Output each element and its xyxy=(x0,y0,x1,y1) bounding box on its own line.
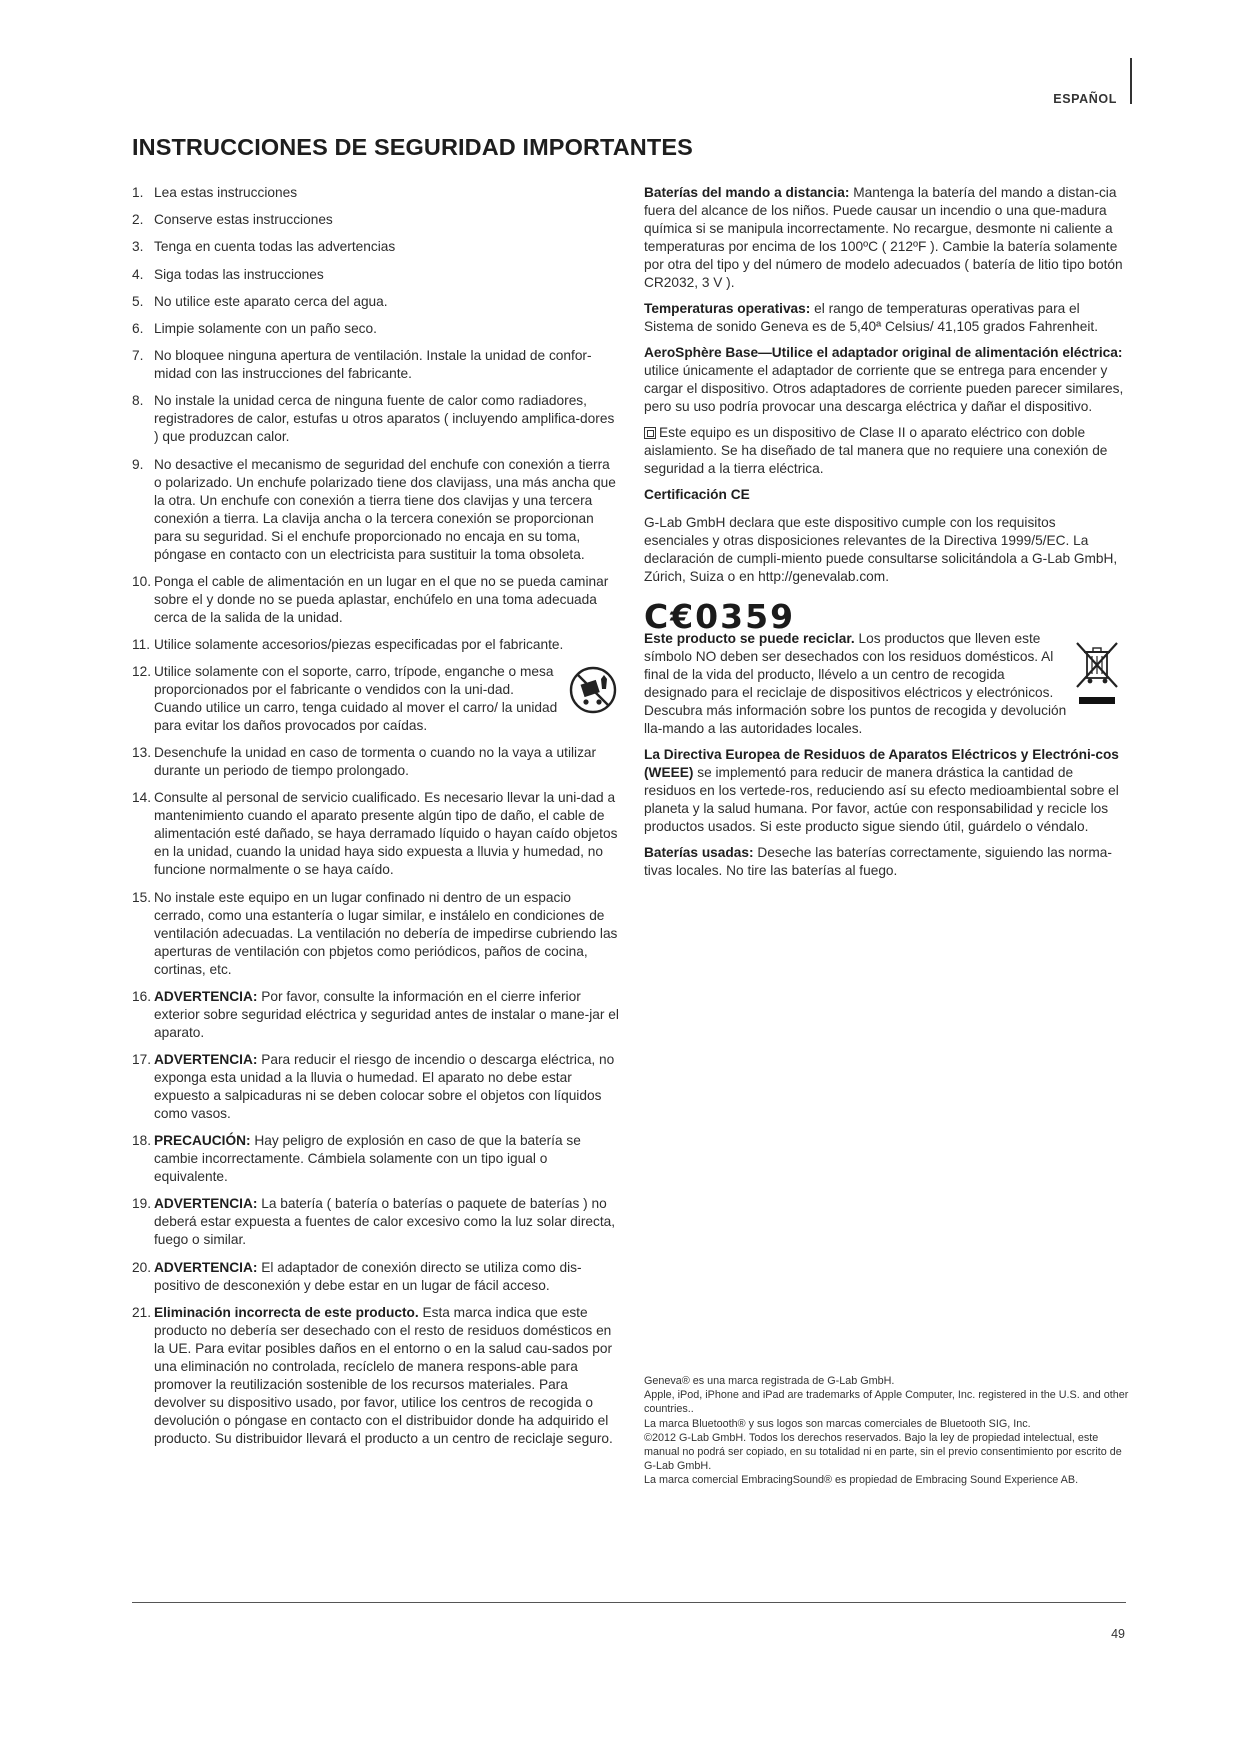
page-title: INSTRUCCIONES DE SEGURIDAD IMPORTANTES xyxy=(132,134,693,160)
used-batteries-paragraph: Baterías usadas: Deseche las baterías correctamente, siguiendo las norma-tivas locales. No tire las baterías al fuego. xyxy=(644,845,1112,878)
safety-instructions-list xyxy=(132,184,620,1448)
legal-line: La marca comercial EmbracingSound® es propiedad de Embracing Sound Experience AB. xyxy=(644,1474,1079,1487)
operating-temperatures-paragraph: Temperaturas operativas: el rango de temperaturas operativas para el Sistema de sonido Geneva es de 5,40ª Celsius/ 41,105 grados Fahrenheit. xyxy=(644,301,1098,334)
legal-notices xyxy=(644,1374,1134,1488)
list-item: 12. Utilice solamente con el soporte, carro, trípode, enganche o mesa proporcionados por el fabricante o vendidos con la uni-dad. Cuando utilice un carro, tenga cuidado al mover el carro/ la unidad para evitar los daños provocados por caídas. xyxy=(132,663,620,735)
legal-line: Geneva® es una marca registrada de G-Lab GmbH. xyxy=(644,1375,895,1387)
language-label: ESPAÑOL xyxy=(1053,92,1117,106)
legal-line: La marca Bluetooth® y sus logos son marcas comerciales de Bluetooth SIG, Inc. xyxy=(644,1417,1031,1430)
ce-mark-logo: C€0359 xyxy=(644,597,796,636)
list-item: 10. Ponga el cable de alimentación en un lugar en el que no se pueda caminar sobre el y donde no se pueda aplastar, enchúfelo en una toma adecuada cerca de la salida de la unidad. xyxy=(132,573,609,625)
list-item: 14. Consulte al personal de servicio cualificado. Es necesario llevar la uni-dad a mantenimiento cuando el aparato presente algún tipo de daño, el cable de alimentación esté dañado, se haya derramado líquido o hayan caído objetos en la unidad, cuando la unidad haya sido expuesta a lluvia y humedad, no funcione normalmente o se haya caído. xyxy=(132,790,618,878)
recycle-section xyxy=(644,630,1124,738)
ce-declaration-paragraph: G-Lab GmbH declara que este dispositivo cumple con los requisitos esenciales y otras disposiciones relevantes de la Directiva 1999/5/EC. La declaración de cumpli-miento puede consultarse solicitándola a G-Lab GmbH, Zúrich, Suiza o en http://genevalab.com. xyxy=(644,515,1118,584)
list-item: 2. Conserve estas instrucciones xyxy=(132,212,333,228)
list-item: 13. Desenchufe la unidad en caso de tormenta o cuando no la vaya a utilizar durante un periodo de tiempo prolongado. xyxy=(132,745,597,779)
crossed-out-bin-icon xyxy=(1074,640,1120,706)
list-item: 4. Siga todas las instrucciones xyxy=(132,266,324,282)
language-divider xyxy=(1130,58,1132,104)
list-item: 5. No utilice este aparato cerca del agua. xyxy=(132,293,388,309)
legal-line: ©2012 G-Lab GmbH. Todos los derechos reservados. Bajo la ley de propiedad intelectual, este manual no podrá ser copiado, en su totalidad ni en parte, sin el previo consentimiento por escrito de G-Lab GmbH. xyxy=(644,1431,1122,1473)
ce-heading: Certificación CE xyxy=(644,487,750,502)
list-item: 8. No instale la unidad cerca de ninguna fuente de calor como radiadores, registradores de calor, estufas u otros aparatos ( incluyendo amplifica-dores ) que produzcan calor. xyxy=(132,393,615,445)
list-item: 18. PRECAUCIÓN: Hay peligro de explosión en caso de que la batería se cambie incorrectamente. Cámbiela solamente con un tipo igual o equivalente. xyxy=(132,1133,581,1185)
list-item: 21. Eliminación incorrecta de este producto. Esta marca indica que este producto no debería ser desechado con el resto de residuos domésticos en la UE. Para evitar posibles daños en el entorno o en la salud cau-sados por una eliminación no controlada, recíclelo de manera respons-able para promover la reutilización sostenible de los recursos materiales. Para devolver su dispositivo usado, por favor, utilice los centros de recogida o devolución o póngase en contacto con el distribuidor donde ha adquirido el producto. Su distribuidor llevará el producto a un centro de reciclaje seguro. xyxy=(132,1304,613,1446)
list-item: 15. No instale este equipo en un lugar confinado ni dentro de un espacio cerrado, como una estantería o lugar similar, e instálelo en condiciones de ventilación adecuadas. La ventilación no debería de impedirse cubriendo las aperturas de ventilación con pbjetos como periódicos, paños de cocina, cortinas, etc. xyxy=(132,889,618,977)
legal-line: Apple, iPod, iPhone and iPad are trademarks of Apple Computer, Inc. registered in the U.S. and other countries.. xyxy=(644,1389,1129,1416)
page-number: 49 xyxy=(1111,1627,1125,1641)
power-adapter-paragraph: AeroSphère Base—Utilice el adaptador original de alimentación eléctrica: utilice únicamente el adaptador de corriente que se entrega para encender y cargar el dispositivo. Otros adaptadores de corriente pueden parecer similares, pero su uso podría provocar una descarga eléctrica y dañar el dispositivo. xyxy=(644,345,1124,414)
list-item: 20. ADVERTENCIA: El adaptador de conexión directo se utiliza como dis-positivo de desconexión y debe estar en un lugar de fácil acceso. xyxy=(132,1259,582,1293)
list-item: 19. ADVERTENCIA: La batería ( batería o baterías o paquete de baterías ) no deberá estar expuesta a fuentes de calor excesivo como la luz solar directa, fuego o similar. xyxy=(132,1196,616,1248)
list-item: 1. Lea estas instrucciones xyxy=(132,185,298,200)
list-item: 16. ADVERTENCIA: Por favor, consulte la información en el cierre inferior exterior sobre seguridad eléctrica y seguridad antes de instalar o mane-jar el aparato. xyxy=(132,988,619,1040)
list-item: 3. Tenga en cuenta todas las advertencias xyxy=(132,239,396,255)
class-ii-paragraph: Este equipo es un dispositivo de Clase II o aparato eléctrico con doble aislamiento. Se ha diseñado de tal manera que no requiere una conexión de seguridad a la tierra eléctrica. xyxy=(644,425,1108,476)
right-column xyxy=(644,184,1124,888)
class-ii-double-insulation-icon xyxy=(644,427,656,439)
list-item: 11. Utilice solamente accesorios/piezas especificadas por el fabricante. xyxy=(132,636,564,652)
remote-batteries-paragraph: Baterías del mando a distancia: Mantenga la batería del mando a distan-cia fuera del alcance de los niños. Puede causar un incendio o una que-madura química si se manipula incorrectamente. No recargue, desmonte ni caliente a temperaturas por encima de los 100ºC ( 212ºF ). Cambie la batería solamente por otra del tipo y del número de modelo adecuados ( batería de litio tipo botón CR2032, 3 V ). xyxy=(644,185,1123,290)
list-item: 17. ADVERTENCIA: Para reducir el riesgo de incendio o descarga eléctrica, no exponga esta unidad a la lluvia o humedad. El aparato no debe estar expuesto a salpicaduras ni se deben colocar sobre el objetos con líquidos como vasos. xyxy=(132,1052,615,1121)
left-column xyxy=(132,184,620,1457)
weee-directive-paragraph: La Directiva Europea de Residuos de Aparatos Eléctricos y Electróni-cos (WEEE) se implementó para reducir de manera drástica la cantidad de residuos en los vertede-ros, reduciendo así su efecto medioambiental sobre el planeta y la salud humana. Por favor, actúe con responsabilidad y recicle los productos usados. Si este producto sigue siendo útil, guárdelo o véndalo. xyxy=(644,747,1119,834)
list-item: 6. Limpie solamente con un paño seco. xyxy=(132,320,377,336)
list-item: 7. No bloquee ninguna apertura de ventilación. Instale la unidad de confor-midad con las instrucciones del fabricante. xyxy=(132,348,592,382)
recycle-paragraph: Este producto se puede reciclar. Los productos que lleven este símbolo NO deben ser desechados con los residuos domésticos. Al final de la vida del producto, llévelo a un centro de recogida designado para el reciclaje de dispositivos eléctricos y electrónicos. Descubra más información sobre los puntos de recogida y devolución lla-mando a las autoridades locales. xyxy=(644,631,1067,736)
list-item: 9. No desactive el mecanismo de seguridad del enchufe con conexión a tierra o polarizado. Un enchufe polarizado tiene dos clavijass, una más ancha que la otra. Un enchufe con conexión a tierra tiene dos clavijas y una tercera conexión a tierra. La clavija ancha o la tercera conexión se proporcionan para su seguridad. Si el enchufe proporcionado no encaja en su toma, póngase en contacto con un electricista para sustituir la toma obsoleta. xyxy=(132,456,616,562)
cart-tipover-warning-icon xyxy=(568,665,618,715)
footer-divider xyxy=(132,1602,1126,1603)
